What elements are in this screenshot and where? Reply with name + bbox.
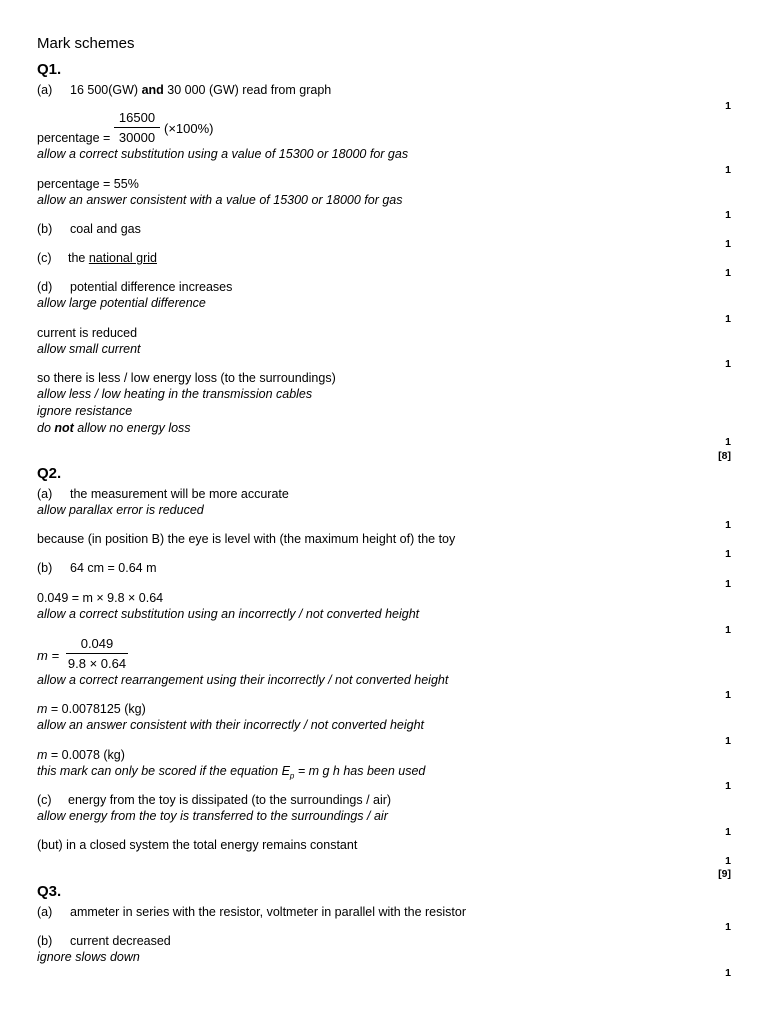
q2a-text: the measurement will be more accurate bbox=[70, 487, 289, 501]
q2-heading: Q2. bbox=[37, 465, 62, 482]
q1-frac-num: 16500 bbox=[118, 110, 156, 125]
q2-m2-line bbox=[37, 748, 125, 762]
q1b-line bbox=[37, 222, 141, 236]
q3b-text: current decreased bbox=[70, 934, 171, 948]
q1d-text: potential difference increases bbox=[70, 280, 233, 294]
q1-pct-result: percentage = 55% bbox=[37, 177, 139, 191]
q1b-text: coal and gas bbox=[70, 222, 141, 236]
mark: 1 bbox=[725, 548, 731, 560]
q2b-label: (b) bbox=[37, 561, 53, 575]
mark: 1 bbox=[725, 209, 731, 221]
q2-m2-note-sub: p bbox=[289, 771, 295, 781]
q2c-text: energy from the toy is dissipated (to the surroundings / air) bbox=[68, 793, 392, 807]
q2c-allow: allow energy from the toy is transferred to the surroundings / air bbox=[37, 809, 388, 823]
fraction-bar bbox=[66, 653, 128, 654]
q2c-label: (c) bbox=[37, 793, 52, 807]
q1c-line bbox=[37, 251, 157, 265]
q1-total: [8] bbox=[718, 450, 731, 462]
q1-allow-answer: allow an answer consistent with a value of 15300 or 18000 for gas bbox=[37, 193, 403, 207]
q2-m1-rest: = 0.0078125 (kg) bbox=[47, 702, 146, 716]
q3a-label: (a) bbox=[37, 905, 53, 919]
q2-equation: 0.049 = m × 9.8 × 0.64 bbox=[37, 591, 164, 605]
mark: 1 bbox=[725, 164, 731, 176]
mark: 1 bbox=[725, 238, 731, 250]
q2a-label: (a) bbox=[37, 487, 53, 501]
q1c-text-underlined: national grid bbox=[88, 251, 157, 265]
q1-loss-not: not bbox=[54, 421, 74, 435]
q1-pct-label: percentage = bbox=[37, 131, 111, 145]
q1-current: current is reduced bbox=[37, 326, 138, 340]
q2-m1-var: m bbox=[37, 702, 48, 716]
mark: 1 bbox=[725, 358, 731, 370]
mark: 1 bbox=[725, 578, 731, 590]
q2-fraction bbox=[66, 636, 128, 672]
page-title: Mark schemes bbox=[37, 35, 135, 52]
q3b-line bbox=[37, 934, 171, 948]
q2-m1-line bbox=[37, 702, 146, 716]
q2-m2-rest: = 0.0078 (kg) bbox=[47, 748, 125, 762]
mark: 1 bbox=[725, 826, 731, 838]
q2-m2-note bbox=[37, 764, 425, 781]
q1d-line bbox=[37, 280, 232, 294]
q2-m-label: m = bbox=[37, 648, 60, 663]
q2c-line bbox=[37, 793, 391, 807]
q1-loss-do-not bbox=[37, 421, 191, 435]
q2-frac-num: 0.049 bbox=[80, 636, 114, 651]
mark: 1 bbox=[725, 735, 731, 747]
q2-closed: (but) in a closed system the total energy remains constant bbox=[37, 838, 358, 852]
q1a-label: (a) bbox=[37, 83, 53, 97]
q1-loss-do: do bbox=[37, 421, 55, 435]
q1-frac-den: 30000 bbox=[118, 130, 156, 145]
q1-allow-sub: allow a correct substitution using a value of 15300 or 18000 for gas bbox=[37, 147, 409, 161]
q3b-ignore: ignore slows down bbox=[37, 950, 140, 964]
q1-heading: Q1. bbox=[37, 61, 62, 78]
q1-current-allow: allow small current bbox=[37, 342, 141, 356]
q3a-text: ammeter in series with the resistor, voltmeter in parallel with the resistor bbox=[70, 905, 466, 919]
q2-rearr-allow: allow a correct rearrangement using their incorrectly / not converted height bbox=[37, 673, 449, 687]
mark: 1 bbox=[725, 267, 731, 279]
mark: 1 bbox=[725, 436, 731, 448]
mark: 1 bbox=[725, 780, 731, 792]
q3a-line bbox=[37, 905, 466, 919]
q3b-label: (b) bbox=[37, 934, 53, 948]
q2-total: [9] bbox=[718, 868, 731, 880]
q2-m2-note-pre: this mark can only be scored if the equation E bbox=[37, 764, 290, 778]
q1a-line bbox=[37, 83, 331, 97]
q1-loss-allow: allow less / low heating in the transmission cables bbox=[37, 387, 313, 401]
q1-loss-ignore: ignore resistance bbox=[37, 404, 133, 418]
mark: 1 bbox=[725, 855, 731, 867]
q1a-text-1: 16 500(GW) bbox=[70, 83, 142, 97]
q1-loss: so there is less / low energy loss (to the surroundings) bbox=[37, 371, 336, 385]
q1-frac-suffix: (×100%) bbox=[164, 121, 214, 136]
q1b-label: (b) bbox=[37, 222, 53, 236]
mark: 1 bbox=[725, 519, 731, 531]
q2b-line bbox=[37, 561, 157, 575]
mark: 1 bbox=[725, 967, 731, 979]
q2a-line bbox=[37, 487, 289, 501]
mark: 1 bbox=[725, 313, 731, 325]
q2a-allow: allow parallax error is reduced bbox=[37, 503, 204, 517]
q1d-label: (d) bbox=[37, 280, 53, 294]
q1d-allow: allow large potential difference bbox=[37, 296, 206, 310]
q1-loss-rest: allow no energy loss bbox=[73, 421, 191, 435]
q1c-label: (c) bbox=[37, 251, 52, 265]
q2-m2-var: m bbox=[37, 748, 48, 762]
mark: 1 bbox=[725, 100, 731, 112]
q1a-text-2: 30 000 (GW) read from graph bbox=[163, 83, 332, 97]
q3-heading: Q3. bbox=[37, 883, 62, 900]
mark: 1 bbox=[725, 921, 731, 933]
mark: 1 bbox=[725, 689, 731, 701]
q1-fraction bbox=[114, 110, 160, 146]
mark: 1 bbox=[725, 624, 731, 636]
q1a-text-and: and bbox=[141, 83, 164, 97]
q2-m1-allow: allow an answer consistent with their incorrectly / not converted height bbox=[37, 718, 424, 732]
q2-m2-note-post: = m g h has been used bbox=[294, 764, 426, 778]
q2b-text: 64 cm = 0.64 m bbox=[70, 561, 157, 575]
q2-frac-den: 9.8 × 0.64 bbox=[67, 656, 127, 671]
q1c-text-pre: the bbox=[68, 251, 89, 265]
q2-because: because (in position B) the eye is level with (the maximum height of) the toy bbox=[37, 532, 456, 546]
fraction-bar bbox=[114, 127, 160, 128]
q2-eq-allow: allow a correct substitution using an incorrectly / not converted height bbox=[37, 607, 420, 621]
